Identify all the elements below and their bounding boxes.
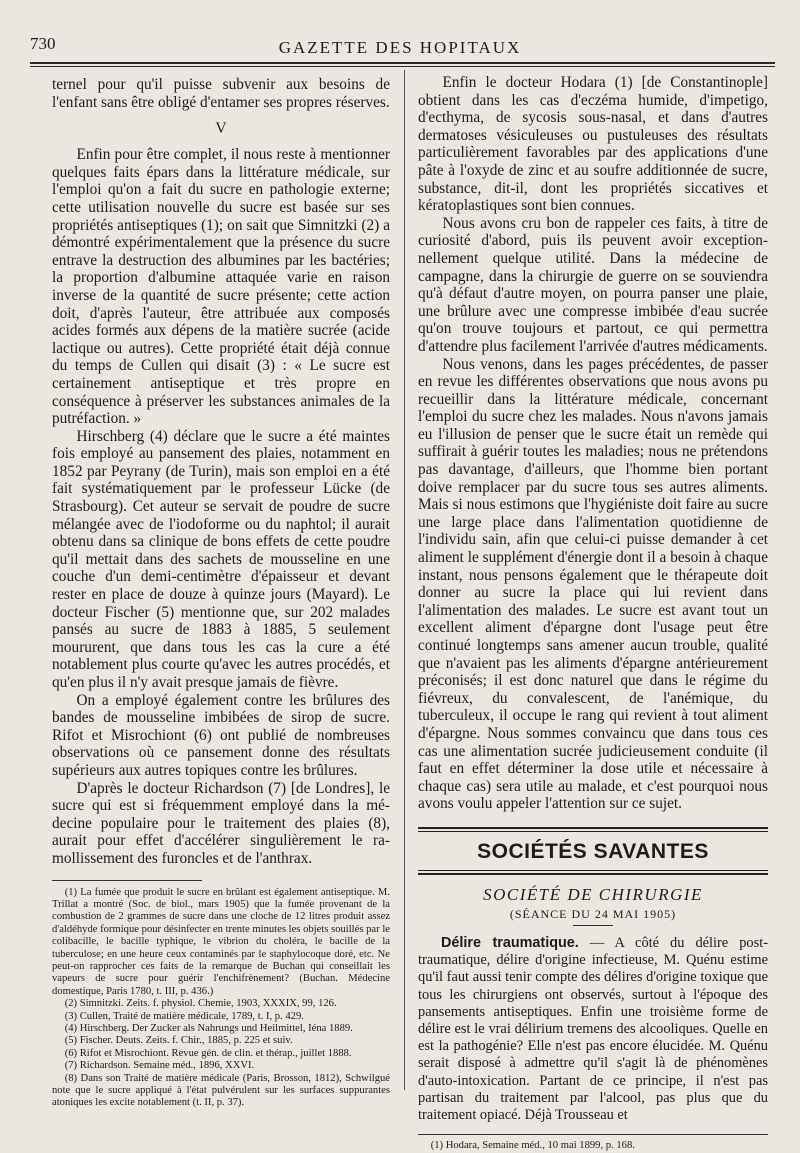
footnote: (1) La fumée que produit le sucre en brûlant est également antiseptique. M. Trillat a montré (Soc. de biol., mars 1905) que la fumée provenant de la combustion de 2 grammes de sucre dans une cloche de 12 litres produit assez d'aldéhyde formique pour désinfecter en trente minutes les objets souillés par le colibacille, le bacille typhique, le vibrion du choléra, le bacille de la tuberculose; en une heure ceux contaminés par le staphylocoque doré, etc. Ne peut-on rapprocher ces faits de la remarque de Buchan qui conseillait les vapeurs de sucre pour guérir l'enchifrènement? (Buchan. Médecine domestique, Paris 1780, t. III, p. 436.) (52, 886, 390, 997)
paragraph: Nous venons, dans les pages précédentes, de passer en revue les différentes observations que nous avons pu recueillir dans la littérature médicale, concernant l'emploi du sucre chez les malades. Nous n'avons jamais eu l'illusion de penser que le sucre était un remède qui suffirait à guérir toutes les maladies; nous ne prétendons pas davantage, d'ailleurs, que l'homme bien portant doive remplacer par du sucre tous ses autres aliments. Mais si nous estimons que l'hygiéniste doit faire au sucre une large place dans l'alimentation quotidienne de l'individu sain, afin que celui-ci puisse demander à cet aliment le supplément d'énergie dont il a besoin à chaque instant, nous pensons également que le thérapeute doit donner au sucre la place qui lui revient dans l'alimentation des malades. Le sucre est avant tout un excellent aliment d'épargne dont l'usage peut être continué longtemps sans amener aucun trouble, qualité que n'avaient pas les aliments d'épargne antérieurement préconisés; il est donc naturel que dans le régime du fiévreux, du convalescent, de l'anémique, du tuberculeux, il occupe le rang qui revient à tout aliment d'épargne. Nous sommes convaincu que dans tous ces cas une alimentation sucrée judicieusement conduite (il faut en effet déterminer la dose utile et nécessaire à chaque cas) sera utile au malade, et c'est pourquoi nous avons voulu appeler l'attention sur ce sujet. (418, 355, 768, 813)
paragraph-continuation: ternel pour qu'il puisse subvenir aux besoins de l'enfant sans être obligé d'entamer ses propres réserves. (52, 76, 390, 111)
footnote: (8) Dans son Traité de matière médicale (Paris, Brosson, 1812), Schwilgué note que le sucre appliqué à l'état pulvérulent sur les surfaces suppurantes atoniques les excite notablement (t. II, p. 37). (52, 1072, 390, 1109)
paragraph: Nous avons cru bon de rappeler ces faits, à titre de curiosité d'abord, puis ils peuvent avoir exceptionnellement quelque utilité. Dans la médecine de campagne, dans la chirurgie de guerre on se souviendra qu'à défaut d'autre moyen, on pourra panser une plaie, une brûlure avec une compresse imbibée d'eau sucrée qu'on trouve toujours et partout, ce qui permettra d'attendre plus facilement l'arrivée d'autres médicaments. (418, 214, 768, 355)
society-heading: SOCIÉTÉ DE CHIRURGIE (483, 884, 703, 904)
header-rule (30, 62, 775, 64)
report-paragraph (418, 935, 768, 1124)
left-column (52, 76, 390, 1109)
paragraph: Enfin pour être complet, il nous reste à mentionner quelques faits épars dans la littérature médicale, sur l'emploi qu'on a fait du sucre en pathologie externe; cette utilisation nouvelle du sucre est basée sur ses propriétés antiseptiques (1); on sait que Simnitzki (2) a démontré expérimentalement que la présence du sucre entrave la destruction des albumines par les bactéries; la proportion d'albumine attaquée varie en raison inverse de la quantité de sucre présente; cette action doit, d'après l'auteur, être attribuée aux composés acides formés aux dépens de la matière sucrée (acide lactique ou autres). Cette propriété était déjà connue du temps de Cullen qui disait (3) : « Le sucre est certainement antiseptique et très propre en conséquence à préserver les substances animales de la putréfaction. » (52, 146, 390, 428)
paragraph: Hirschberg (4) déclare que le sucre a été maintes fois employé au pansement des plaies, notamment en 1852 par Peyrany (de Turin), mais son emploi en a été fait systématiquement par le professeur Lücke (de Strasbourg). Cet auteur se servait de poudre de sucre mélangée avec de l'iodoforme ou du naphtol; il aurait obtenu dans sa clinique de bons effets de cette poudre qu'il mettait dans des sachets de mousseline en une couche d'un demi-centimètre d'épaisseur et devant rester en place de douze à quinze jours (Mayard). Le docteur Fischer (5) mentionne que, sur 202 malades pansés au sucre de 1883 à 1885, 5 seulement moururent, que dans tous les cas la cure a été notablement plus courte qu'avec les autres procédés, et qu'en plus il n'y avait presque jamais de fièvre. (52, 427, 390, 691)
header-rule-thin (30, 66, 775, 67)
footnote: (5) Fischer. Deuts. Zeits. f. Chir., 1885, p. 225 et suiv. (64, 1035, 293, 1047)
footnote: (6) Rifot et Misrochiont. Revue gén. de clin. et thérap., juillet 1888. (64, 1047, 352, 1059)
footnote-rule (418, 1134, 768, 1135)
section-rule-thin (418, 831, 768, 832)
footnote: (2) Simnitzki. Zeits. f. physiol. Chemie, 1903, XXXIX, 99, 126. (64, 998, 337, 1010)
paragraph: On a employé également contre les brûlures des bandes de mousseline imbibées de sirop de sucre. Rifot et Misrochiont (6) ont publié de nombreuses observations où ce pansement donne des résultats supérieurs aux autres topiques contre les brûlures. (52, 691, 390, 779)
footnote-rule (52, 880, 202, 881)
session-date: (SÉANCE DU 24 MAI 1905) (509, 906, 677, 921)
paragraph: Enfin le docteur Hodara (1) [de Constantinople] obtient dans les cas d'eczéma humide, d'impetigo, d'ecthyma, de sycosis sous-nasal, et dans d'autres dermatoses vésiculeuses ou pustuleuses des résultats particulièrement favorables par des applications d'une pâte à l'oxyde de zinc et au soufre additionnée de sucre, substance, dit-il, dont les propriétés siccatives et kératoplastiques sont bien connues. (418, 74, 768, 215)
running-title: GAZETTE DES HOPITAUX (278, 38, 522, 57)
section-rule (418, 827, 768, 829)
short-rule (573, 925, 613, 926)
column-divider (404, 70, 405, 1090)
report-title: Délire traumatique. (441, 934, 579, 951)
footnote: (1) Hodara, Semaine méd., 10 mai 1899, p. 168. (430, 1140, 635, 1152)
right-column (418, 74, 768, 1152)
footnote: (4) Hirschberg. Der Zucker als Nahrungs und Heilmittel, Iéna 1889. (64, 1023, 353, 1034)
section-rule (418, 873, 768, 875)
section-number: V (215, 120, 227, 138)
report-text: — A côté du délire post-traumatique, délire d'origine infectieuse, M. Quénu estime qu'il faut aussi tenir compte des délires d'origine toxique que tous les chirurgiens ont observés, surtout à l'époque des pansements antiseptiques. Enfin une troisième forme de délire est le vrai délirium tremens des alcooliques. Quelle en est la pathogénie? Elle n'est pas encore élucidée. M. Quénu serait disposé à admettre qu'il s'agit là de phénomènes d'auto-intoxication. Partant de ce principe, il n'est pas partisan du traitement par l'alcool, pas plus que du traitement opiacé. Déjà Trousseau et (418, 934, 768, 1123)
section-rule-thin (418, 870, 768, 871)
footnote: (7) Richardson. Semaine méd., 1896, XXVI. (64, 1060, 255, 1072)
page-number: 730 (30, 34, 56, 53)
section-heading: SOCIÉTÉS SAVANTES (477, 839, 709, 863)
footnote: (3) Cullen, Traité de matière médicale, 1789, t. I, p. 429. (64, 1010, 304, 1022)
paragraph: D'après le docteur Richardson (7) [de Londres], le sucre qui est si fréquemment employé dans la médecine populaire pour le traitement des plaies (8), aurait pour effet d'accélérer singulièrement le ramollissement des furoncles et de l'anthrax. (52, 779, 390, 867)
